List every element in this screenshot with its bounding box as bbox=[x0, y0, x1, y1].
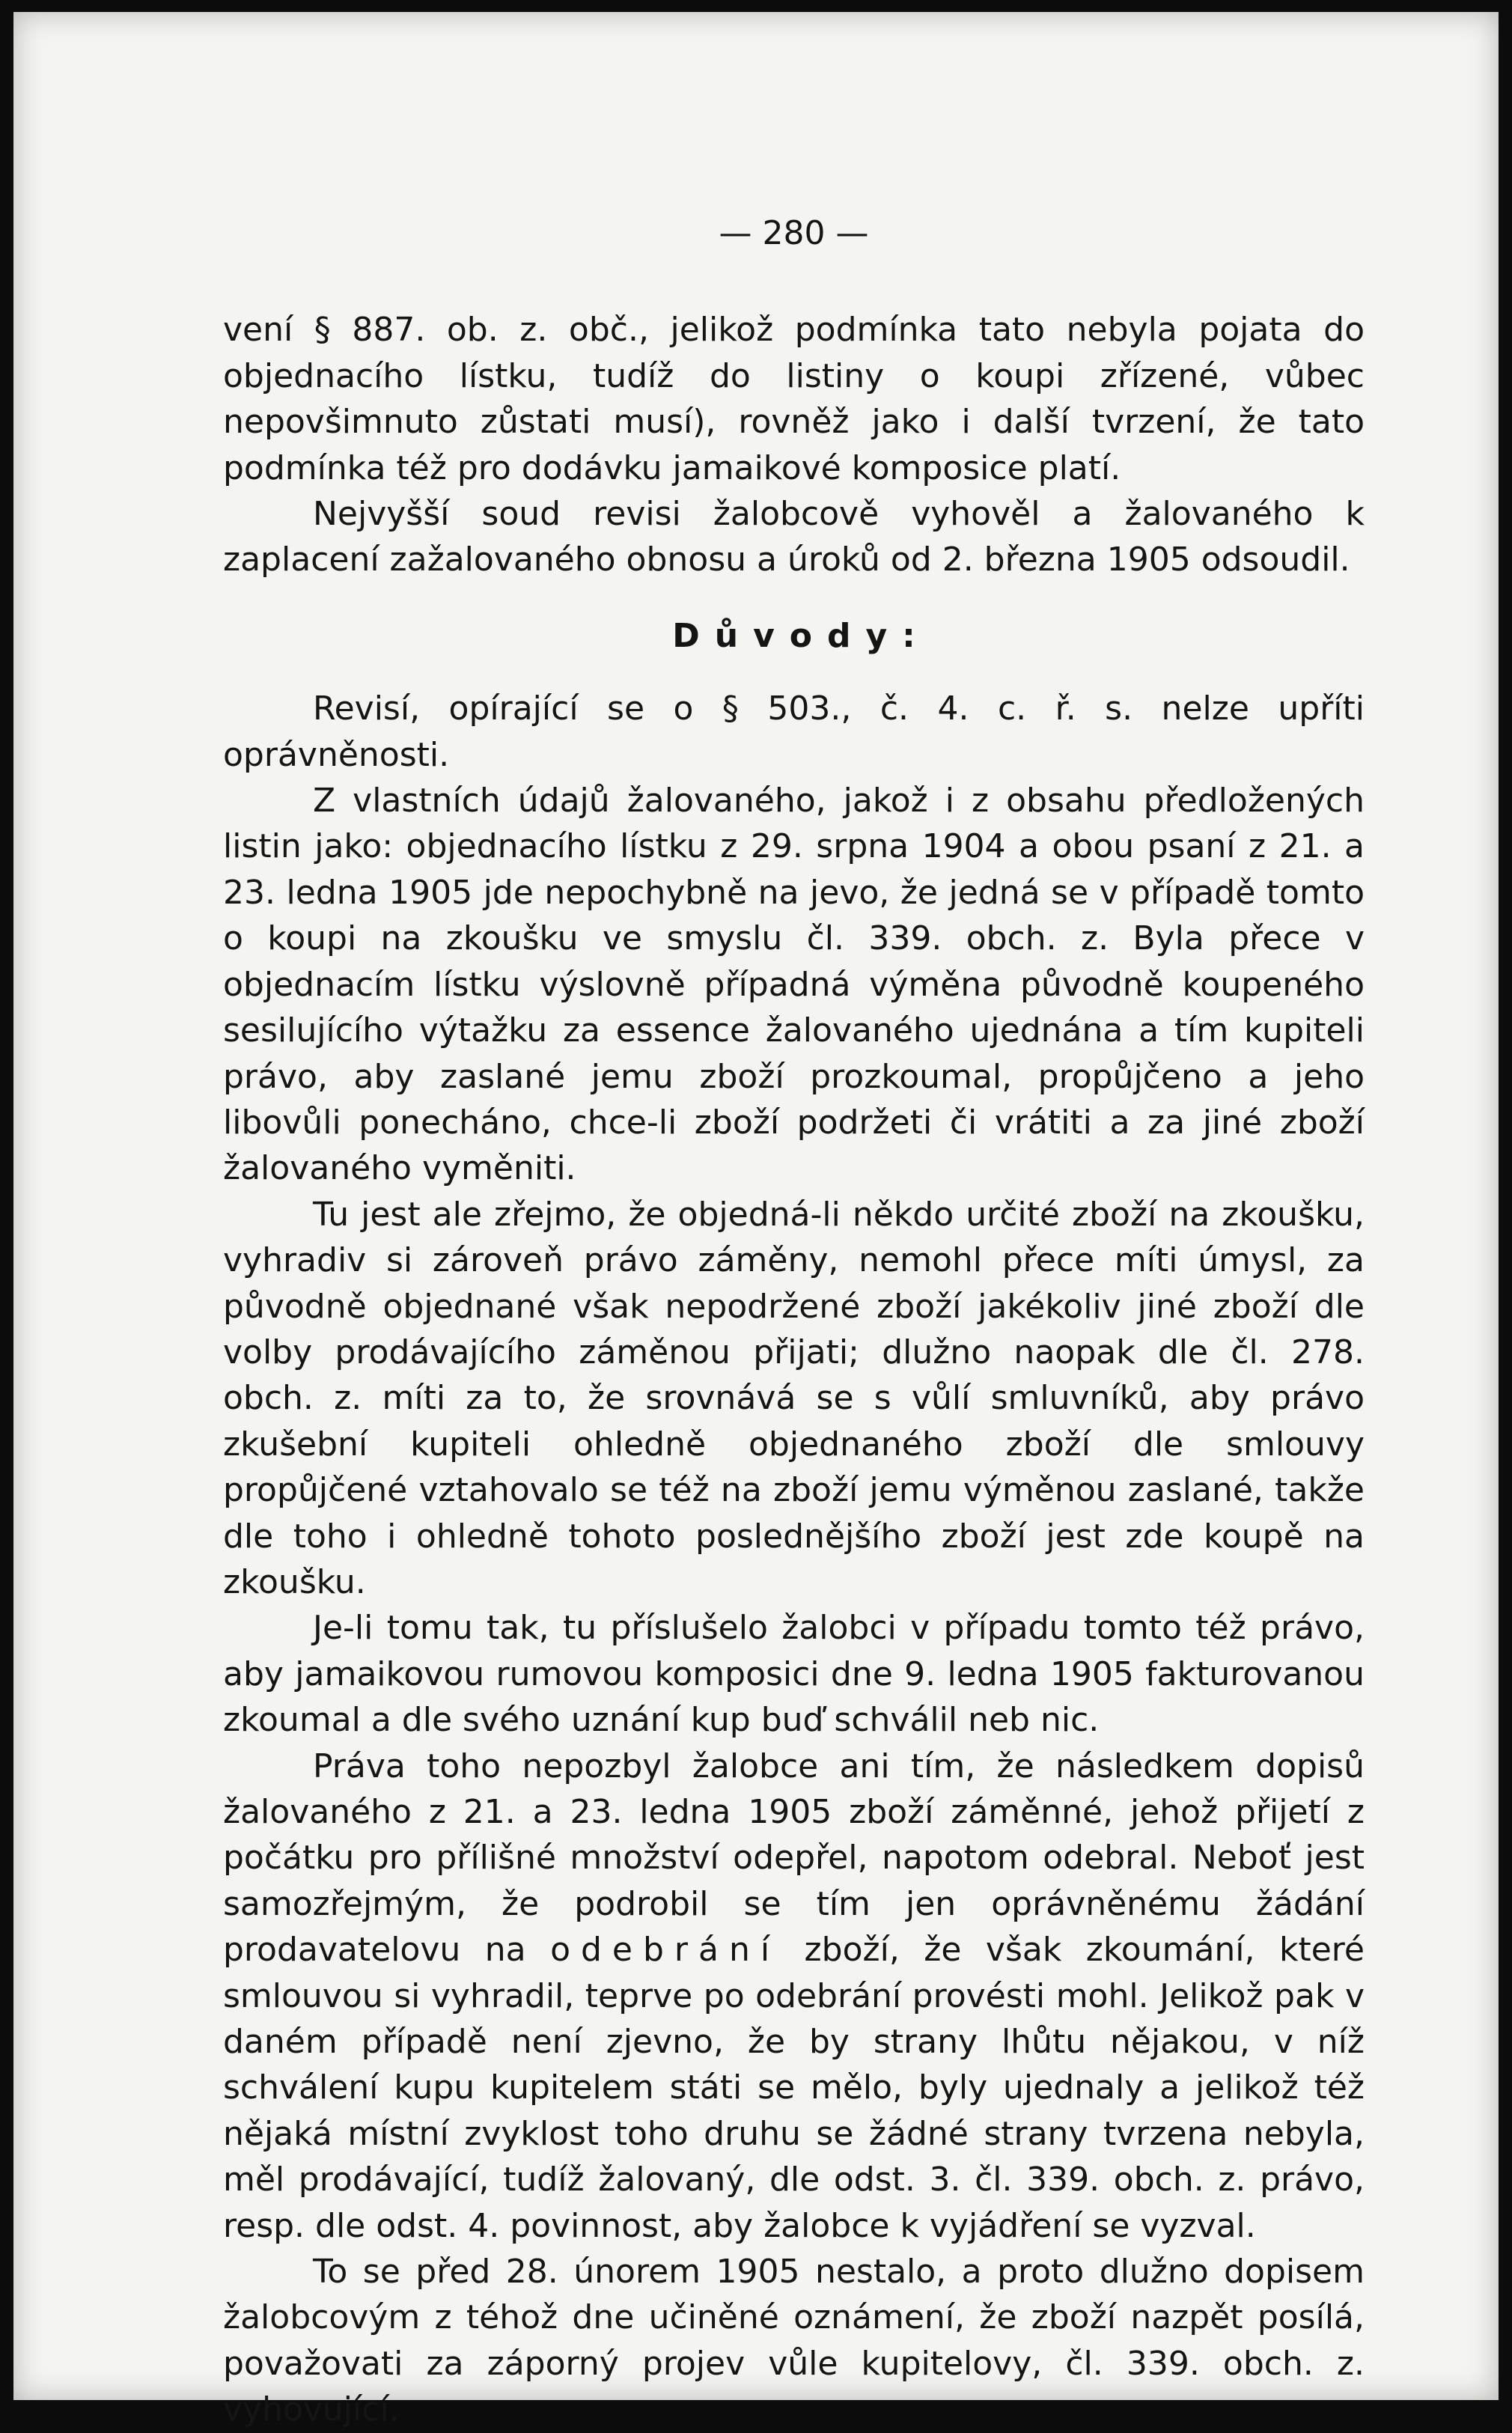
section-heading: Důvody: bbox=[672, 616, 930, 655]
page-number: — 280 — bbox=[719, 214, 869, 252]
paragraph-7-spaced-word: odebrání bbox=[550, 1931, 781, 1970]
paragraph-2: Nejvyšší soud revisi žalobcově vyhověl a žalovaného k zaplacení zažalovaného obnosu a úroků od 2. března 1905 odsoudil. bbox=[223, 495, 1365, 579]
paragraph-4: Z vlastních údajů žalovaného, jakož i z obsahu předložených listin jako: objednacího lístku z 29. srpna 1904 a obou psaní z 21. a 23. ledna 1905 jde nepochybně na jevo, že jedná se v případě tomto o koupi na zkoušku ve smyslu čl. 339. obch. z. Byla přece v objednacím lístku výslovně případná výměna původně koupeného sesilujícího výtažku za essence žalovaného ujednána a tím kupiteli právo, aby zaslané jemu zboží prozkoumal, propůjčeno a jeho libovůli ponecháno, chce-li zboží podržeti či vrátiti a za jiné zboží žalovaného vyměniti. bbox=[223, 782, 1365, 1188]
page bbox=[13, 12, 1499, 2429]
page-content bbox=[223, 210, 1365, 2433]
paragraph-3: Revisí, opírající se o § 503., č. 4. c. ř. s. nelze upříti oprávněnosti. bbox=[223, 689, 1365, 774]
paragraph-1: vení § 887. ob. z. obč., jelikož podmínka tato nebyla pojata do objednacího lístku, tudíž do listiny o koupi zřízené, vůbec nepovšimnuto zůstati musí), rovněž jako i další tvrzení, že tato podmínka též pro dodávku jamaikové komposice platí. bbox=[223, 311, 1365, 487]
paragraph-7-part-2: zboží, že však zkoumání, které smlouvou si vyhradil, teprve po odebrání provésti mohl. Jelikož pak v daném případě není zjevno, že by strany lhůtu nějakou, v níž schválení kupu kupitelem státi se mělo, byly ujednaly a jelikož též nějaká místní zvyklost toho druhu se žádné strany tvrzena nebyla, měl prodávající, tudíž žalovaný, dle odst. 3. čl. 339. obch. z. právo, resp. dle odst. 4. povinnost, aby žalobce k vyjádření se vyzval. bbox=[223, 1931, 1365, 2245]
paragraph-7 bbox=[223, 1744, 1365, 2249]
paragraph-8: To se před 28. únorem 1905 nestalo, a proto dlužno dopisem žalobcovým z téhož dne učiněné oznámení, že zboží nazpět posílá, považovati za záporný projev vůle kupitelovy, čl. 339. obch. z. vyhovující. bbox=[223, 2253, 1365, 2429]
paragraph-6: Je-li tomu tak, tu příslušelo žalobci v případu tomto též právo, aby jamaikovou rumovou komposici dne 9. ledna 1905 fakturovanou zkoumal a dle svého uznání kup buď schválil neb nic. bbox=[223, 1609, 1365, 1740]
paragraph-5: Tu jest ale zřejmo, že objedná-li někdo určité zboží na zkoušku, vyhradiv si zároveň právo záměny, nemohl přece míti úmysl, za původně objednané však nepodržené zboží jakékoliv jiné zboží dle volby prodávajícího záměnou přijati; dlužno naopak dle čl. 278. obch. z. míti za to, že srovnává se s vůlí smluvníků, aby právo zkušební kupiteli ohledně objednaného zboží dle smlouvy propůjčené vztahovalo se též na zboží jemu výměnou zaslané, takže dle toho i ohledně tohoto posledně​jšího zboží jest zde koupě na zkoušku. bbox=[223, 1195, 1365, 1601]
paragraph-7-part-1: Práva toho nepozbyl žalobce ani tím, že následkem dopisů žalovaného z 21. a 23. ledna 1905 zboží záměnné, jehož přijetí z počátku pro přílišné množství odepřel, napotom odebral. Neboť jest samozřejmým, že podrobil se tím jen oprávněnému žádání prodavatelovu na bbox=[223, 1747, 1365, 1970]
